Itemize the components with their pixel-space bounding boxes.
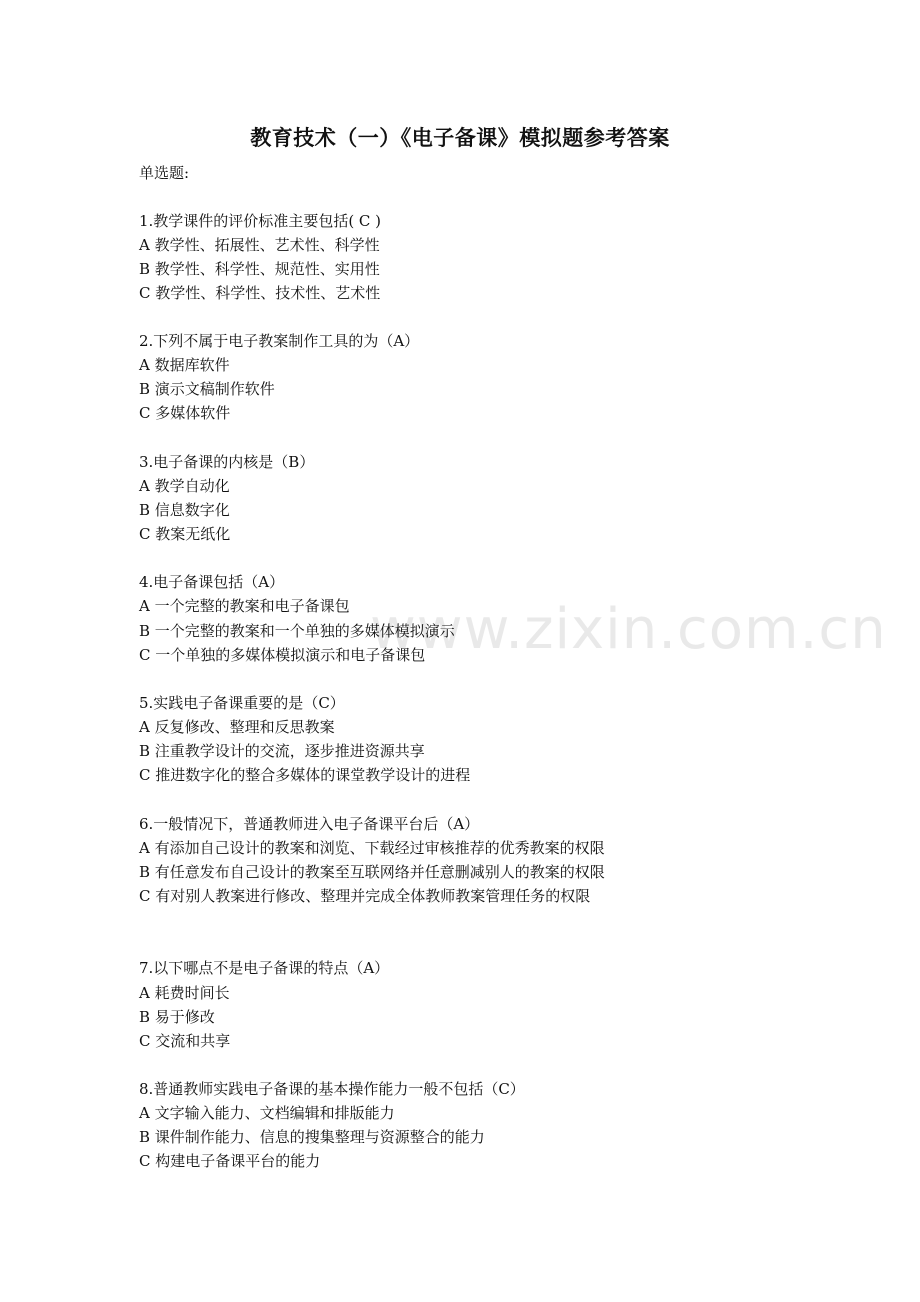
question-1-option-b: B 教学性、科学性、规范性、实用性 [139,260,380,278]
question-2-option-c: C 多媒体软件 [139,404,231,422]
question-stem-7: 7.以下哪点不是电子备课的特点（A） [139,959,390,977]
question-7-option-b: B 易于修改 [139,1008,215,1026]
question-3-option-a: A 教学自动化 [139,477,230,495]
question-4-option-b: B 一个完整的教案和一个单独的多媒体模拟演示 [139,622,455,640]
page-title: 教育技术（一）《电子备课》模拟题参考答案 [250,126,670,150]
section-label: 单选题: [139,164,190,182]
question-4-option-c: C 一个单独的多媒体模拟演示和电子备课包 [139,646,426,664]
question-6-option-a: A 有添加自己设计的教案和浏览、下载经过审核推荐的优秀教案的权限 [139,839,605,857]
question-6-option-c: C 有对别人教案进行修改、整理并完成全体教师教案管理任务的权限 [139,887,591,905]
question-5-option-b: B 注重教学设计的交流，逐步推进资源共享 [139,742,425,760]
question-stem-8: 8.普通教师实践电子备课的基本操作能力一般不包括（C） [139,1080,525,1098]
question-7-option-a: A 耗费时间长 [139,984,230,1002]
question-3-option-c: C 教案无纸化 [139,525,231,543]
question-stem-2: 2.下列不属于电子教案制作工具的为（A） [139,332,420,350]
question-2-option-a: A 数据库软件 [139,356,230,374]
question-6-option-b: B 有任意发布自己设计的教案至互联网络并任意删减别人的教案的权限 [139,863,605,881]
question-stem-5: 5.实践电子备课重要的是（C） [139,694,345,712]
question-3-option-b: B 信息数字化 [139,501,230,519]
question-stem-6: 6.一般情况下，普通教师进入电子备课平台后（A） [139,815,480,833]
question-5-option-c: C 推进数字化的整合多媒体的课堂教学设计的进程 [139,766,471,784]
question-8-option-b: B 课件制作能力、信息的搜集整理与资源整合的能力 [139,1128,485,1146]
question-1-option-a: A 教学性、拓展性、艺术性、科学性 [139,236,380,254]
question-stem-4: 4.电子备课包括（A） [139,573,285,591]
question-4-option-a: A 一个完整的教案和电子备课包 [139,597,350,615]
watermark-text: www.zixin.com.cn [370,597,887,662]
question-2-option-b: B 演示文稿制作软件 [139,380,275,398]
question-7-option-c: C 交流和共享 [139,1032,231,1050]
question-1-option-c: C 教学性、科学性、技术性、艺术性 [139,284,381,302]
question-stem-3: 3.电子备课的内核是（B） [139,453,315,471]
question-5-option-a: A 反复修改、整理和反思教案 [139,718,335,736]
question-stem-1: 1.教学课件的评价标准主要包括( C ) [139,212,382,230]
question-8-option-a: A 文字输入能力、文档编辑和排版能力 [139,1104,395,1122]
question-8-option-c: C 构建电子备课平台的能力 [139,1152,321,1170]
